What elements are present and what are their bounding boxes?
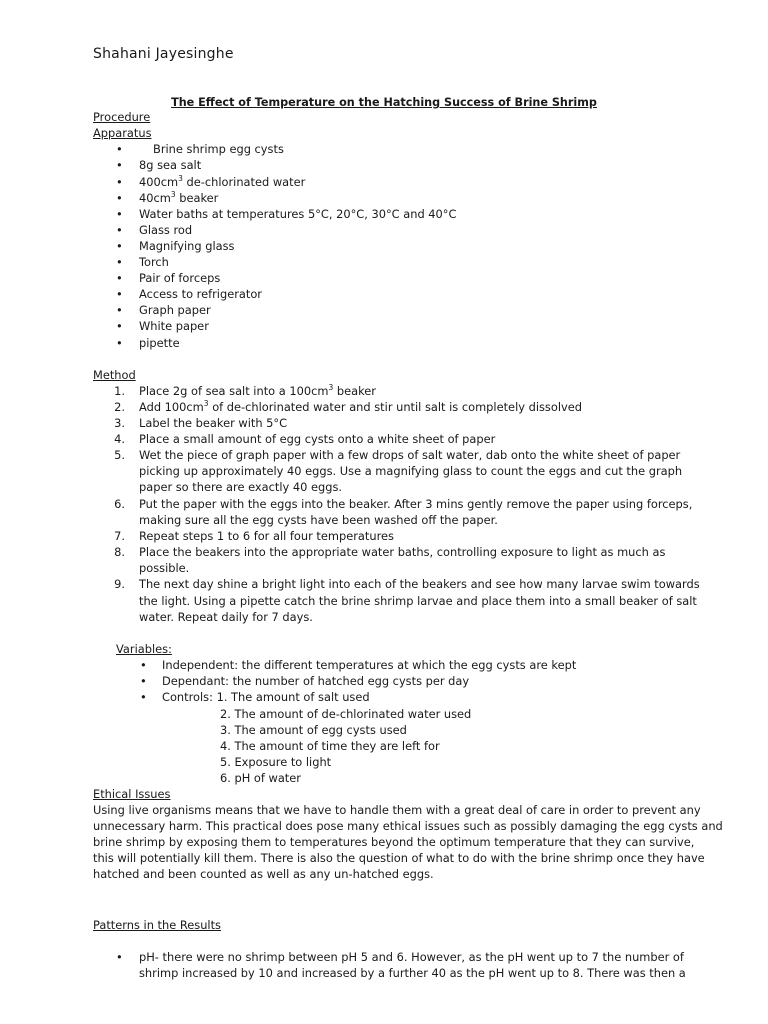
procedure-heading: Procedure — [93, 110, 151, 124]
list-item: Label the beaker with 5°C — [139, 416, 288, 430]
list-item: 8g sea salt — [139, 158, 202, 172]
list-item: Independent: the different temperatures at which the egg cysts are kept — [162, 658, 577, 672]
list-item-continuation: paper so there are exactly 40 eggs. — [139, 480, 342, 494]
control-item: 3. The amount of egg cysts used — [220, 723, 407, 737]
step-number: 9. — [114, 577, 125, 591]
list-item: Repeat steps 1 to 6 for all four temperatures — [139, 529, 394, 543]
step-number: 6. — [114, 497, 125, 511]
variables-heading: Variables: — [116, 642, 172, 656]
step-number: 2. — [114, 400, 125, 414]
step-number: 3. — [114, 416, 125, 430]
paragraph-line: Using live organisms means that we have to handle them with a great deal of care in order to prevent any — [93, 803, 701, 817]
step-number: 1. — [114, 384, 125, 398]
control-item: 6. pH of water — [220, 771, 301, 785]
list-item: The next day shine a bright light into each of the beakers and see how many larvae swim towards — [139, 577, 700, 591]
list-item: Add $100cm^3$ of de-chlorinated water and stir until salt is completely dissolved — [139, 399, 582, 414]
author-name: Shahani Jayesinghe — [93, 46, 234, 62]
step-number: 5. — [114, 448, 125, 462]
bullet-icon: • — [140, 658, 147, 672]
control-item: 4. The amount of time they are left for — [220, 739, 440, 753]
paragraph-line: hatched and been counted as well as any un-hatched eggs. — [93, 867, 434, 881]
bullet-icon: • — [116, 175, 123, 189]
list-item-continuation: possible. — [139, 561, 190, 575]
document-title: The Effect of Temperature on the Hatching Success of Brine Shrimp — [171, 96, 597, 109]
list-item: Glass rod — [139, 223, 193, 237]
list-item: $40cm^3$ beaker — [139, 190, 219, 205]
bullet-icon: • — [116, 223, 123, 237]
list-item: pH- there were no shrimp between pH 5 and 6. However, as the pH went up to 7 the number of — [139, 950, 684, 964]
apparatus-heading: Apparatus — [93, 126, 152, 140]
bullet-icon: • — [116, 207, 123, 221]
list-item: Put the paper with the eggs into the beaker. After 3 mins gently remove the paper using forceps, — [139, 497, 693, 511]
bullet-icon: • — [116, 336, 123, 350]
paragraph-line: unnecessary harm. This practical does pose many ethical issues such as possibly damaging the egg cysts and — [93, 819, 723, 833]
bullet-icon: • — [116, 950, 123, 964]
bullet-icon: • — [116, 319, 123, 333]
list-item: White paper — [139, 319, 209, 333]
list-item: Place 2g of sea salt into a $100cm^3$ beaker — [139, 383, 376, 398]
step-number: 7. — [114, 529, 125, 543]
step-number: 4. — [114, 432, 125, 446]
list-item-continuation: picking up approximately 40 eggs. Use a magnifying glass to count the eggs and cut the graph — [139, 464, 683, 478]
list-item: Controls: 1. The amount of salt used — [162, 690, 370, 704]
bullet-icon: • — [116, 239, 123, 253]
list-item: Dependant: the number of hatched egg cysts per day — [162, 674, 470, 688]
list-item: Magnifying glass — [139, 239, 235, 253]
list-item: pipette — [139, 336, 180, 350]
bullet-icon: • — [116, 191, 123, 205]
bullet-icon: • — [116, 255, 123, 269]
list-item: Place the beakers into the appropriate water baths, controlling exposure to light as much as — [139, 545, 666, 559]
control-item: 2. The amount of de-chlorinated water used — [220, 707, 472, 721]
bullet-icon: • — [140, 674, 147, 688]
bullet-icon: • — [116, 303, 123, 317]
bullet-icon: • — [116, 271, 123, 285]
list-item: Wet the piece of graph paper with a few drops of salt water, dab onto the white sheet of paper — [139, 448, 681, 462]
list-item-continuation: shrimp increased by 10 and increased by a further 40 as the pH went up to 8. There was then a — [139, 966, 686, 980]
step-number: 8. — [114, 545, 125, 559]
method-heading: Method — [93, 368, 136, 382]
bullet-icon: • — [140, 690, 147, 704]
list-item: Graph paper — [139, 303, 211, 317]
list-item: Pair of forceps — [139, 271, 221, 285]
patterns-heading: Patterns in the Results — [93, 918, 221, 932]
paragraph-line: this will potentially kill them. There is also the question of what to do with the brine shrimp once they have — [93, 851, 705, 865]
list-item-continuation: the light. Using a pipette catch the brine shrimp larvae and place them into a small beaker of salt — [139, 594, 697, 608]
list-item: Torch — [139, 255, 169, 269]
list-item: Access to refrigerator — [139, 287, 262, 301]
bullet-icon: • — [116, 158, 123, 172]
list-item-continuation: making sure all the egg cysts have been washed off the paper. — [139, 513, 498, 527]
bullet-icon: • — [116, 142, 123, 156]
list-item-continuation: water. Repeat daily for 7 days. — [139, 610, 313, 624]
bullet-icon: • — [116, 287, 123, 301]
control-item: 5. Exposure to light — [220, 755, 332, 769]
list-item: Place a small amount of egg cysts onto a white sheet of paper — [139, 432, 496, 446]
ethical-issues-heading: Ethical Issues — [93, 787, 171, 801]
list-item: Brine shrimp egg cysts — [153, 142, 284, 156]
list-item: Water baths at temperatures 5°C, 20°C, 30°C and 40°C — [139, 207, 457, 221]
list-item: $400cm^3$ de-chlorinated water — [139, 174, 306, 189]
paragraph-line: brine shrimp by exposing them to temperatures beyond the optimum temperature that they can survive, — [93, 835, 695, 849]
